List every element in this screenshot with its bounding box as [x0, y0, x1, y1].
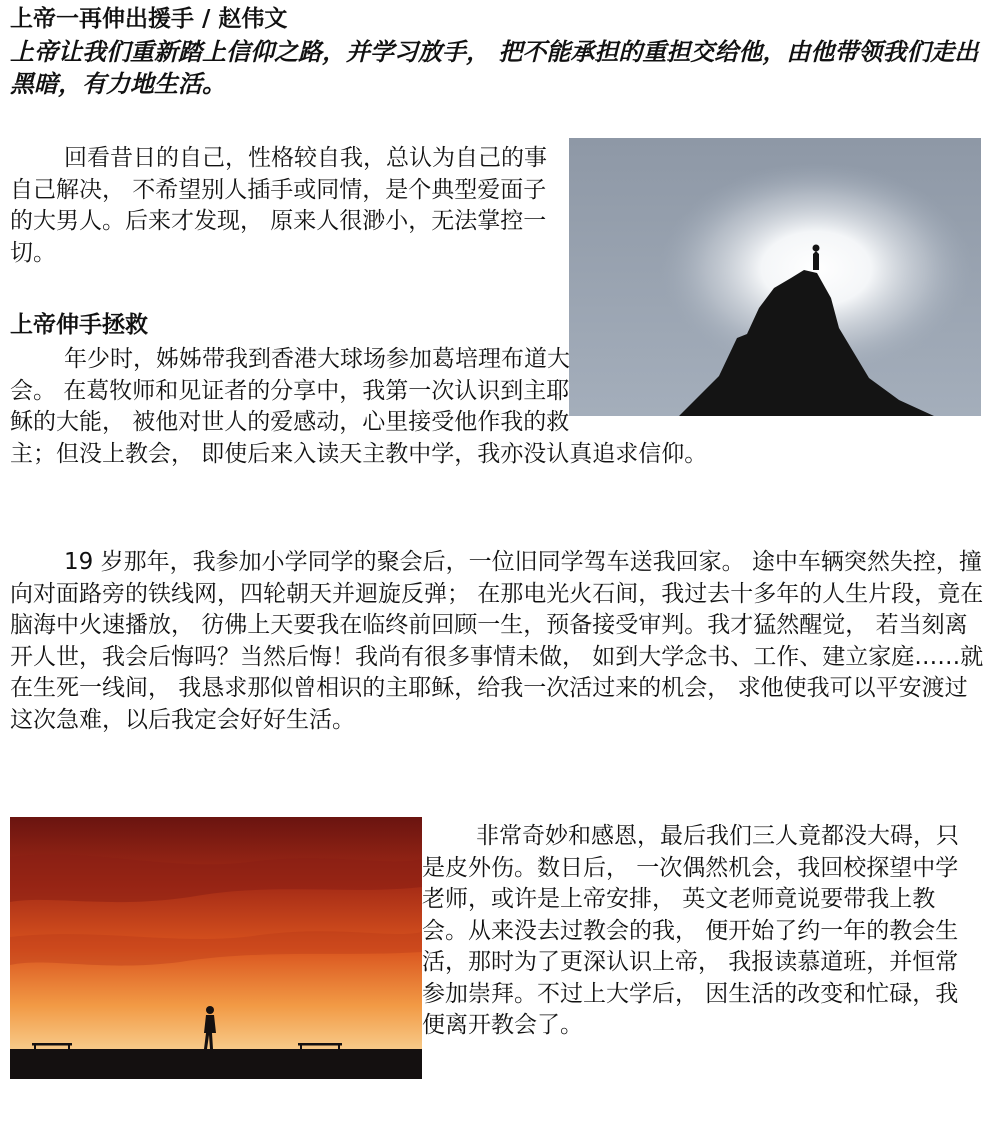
sunset-walker-icon [10, 817, 422, 1079]
paragraph-church-life [422, 821, 978, 1042]
paragraph-2-text: 年少时，姊姊带我到香港大球场参加葛培理布道大会。 在葛牧师和见证者的分享中，我第一次认识到主耶稣的大能， 被他对世人的爱感动，心里接受他作我的救主；但没上教会， 即使后来入读天主教中学，我亦没认真追求信仰。 [10, 346, 708, 467]
paragraph-4-text: 非常奇妙和感恩，最后我们三人竟都没大碍，只是皮外伤。数日后， 一次偶然机会，我回校探望中学老师，或许是上帝安排， 英文老师竟说要带我上教会。从来没去过教会的我， 便开始了约一年的教会生活，那时为了更深认识上帝， 我报读慕道班，并恒常参加崇拜。不过上大学后， 因生活的改变和忙碌，我便离开教会了。 [422, 823, 959, 1038]
article-subtitle: 上帝让我们重新踏上信仰之路，并学习放手， 把不能承担的重担交给他，由他带领我们走出黑暗，有力地生活。 [10, 38, 979, 98]
paragraph-accident [10, 547, 985, 736]
section-heading: 上帝伸手拯救 [10, 312, 148, 338]
paragraph-crusade [10, 344, 990, 470]
paragraph-1-text: 回看昔日的自己，性格较自我，总认为自己的事自己解决， 不希望别人插手或同情，是个典型爱面子的大男人。后来才发现， 原来人很渺小，无法掌控一切。 [10, 145, 547, 266]
paragraph-self-reflection [10, 143, 562, 269]
paragraph-3-text: 19 岁那年，我参加小学同学的聚会后，一位旧同学驾车送我回家。 途中车辆突然失控，撞向对面路旁的铁线网，四轮朝天并迴旋反弹； 在那电光火石间，我过去十多年的人生片段，竟在脑海中火速播放， 彷佛上天要我在临终前回顾一生，预备接受审判。我才猛然醒觉， 若当刻离开人世，我会后悔吗？当然后悔！我尚有很多事情未做， 如到大学念书、工作、建立家庭……就在生死一线间， 我恳求那似曾相识的主耶稣，给我一次活过来的机会， 求他使我可以平安渡过这次急难，以后我定会好好生活。 [10, 549, 984, 733]
sunset-walker-photo [10, 817, 422, 1079]
article-title: 上帝一再伸出援手 / 赵伟文 [10, 6, 288, 32]
